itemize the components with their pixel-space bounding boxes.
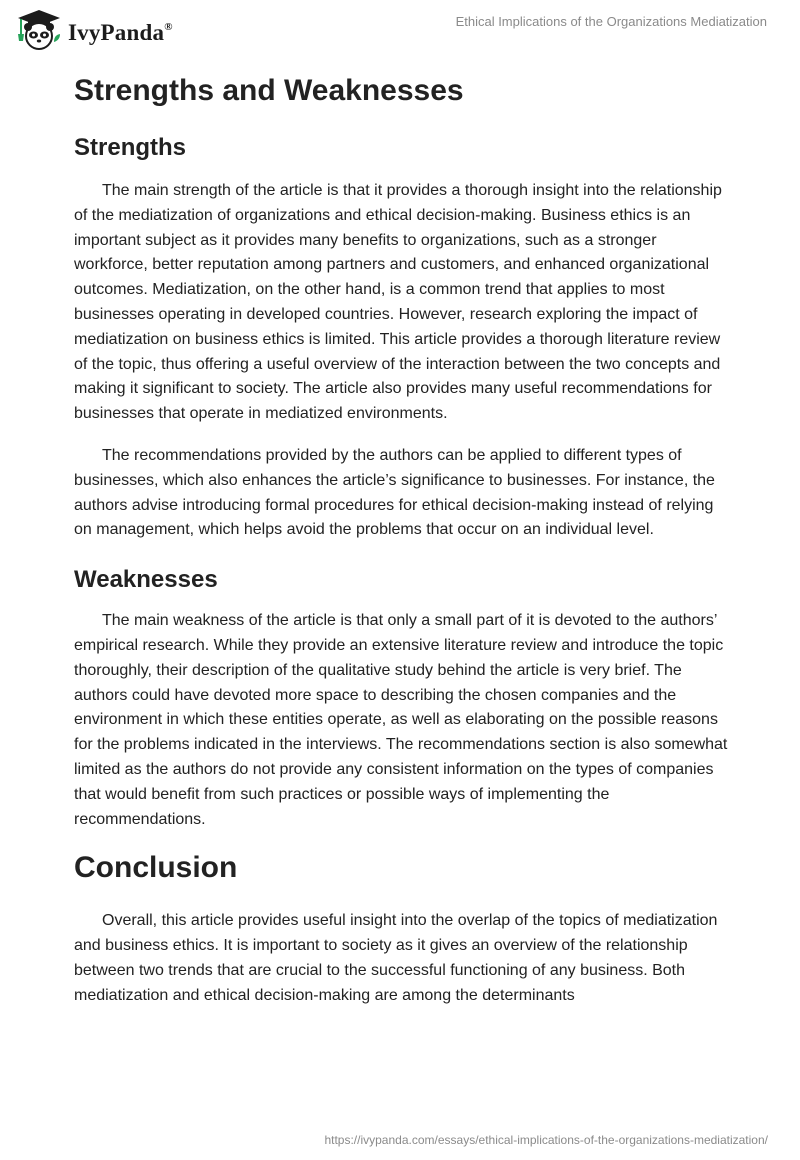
paragraph-strengths-1: The main strength of the article is that it provides a thorough insight into the relationship of the mediatization of organizations and ethical decision-making. Business ethics is an important subject as it provides many benefits to organizations, such as a stronger workforce, better reputation among partners and customers, and enhanced organizational outcomes. Mediatization, on the other hand, is a common trend that applies to most businesses operating in developed countries. However, research exploring the impact of mediatization on business ethics is limited. This article provides a thorough literature review of the topic, thus offering a useful overview of the interaction between the two concepts and making it significant to society. The article also provides many useful recommendations for businesses that operate in mediatized environments. bbox=[74, 182, 722, 423]
heading-conclusion: Conclusion bbox=[74, 851, 238, 885]
paragraph-weaknesses-1: The main weakness of the article is that only a small part of it is devoted to the authors’ empirical research. While they provide an extensive literature review and introduce the topic thoroughly, their description of the qualitative study behind the article is very brief. The authors could have devoted more space to describing the chosen companies and the environment in which these entities operate, as well as elaborating on the possible reasons for the problems indicated in the interviews. The recommendations section is also somewhat limited as the authors do not provide any consistent information on the types of companies that would benefit from such practices or possible ways of implementing the recommendations. bbox=[74, 612, 728, 828]
essay-content bbox=[74, 72, 730, 1009]
heading-strengths: Strengths bbox=[74, 134, 187, 161]
heading-weaknesses: Weaknesses bbox=[74, 566, 218, 594]
heading-strengths-and-weaknesses: Strengths and Weaknesses bbox=[74, 74, 464, 107]
paragraph-strengths-2: The recommendations provided by the authors can be applied to different types of businesses, which also enhances the article’s significance to businesses. For instance, the authors advise introducing formal procedures for ethical decision-making instead of relying on management, which helps avoid the problems that occur on an individual level. bbox=[74, 446, 715, 539]
page-header bbox=[0, 0, 800, 60]
document-title: Ethical Implications of the Organizations Mediatization bbox=[455, 14, 767, 29]
brand-name: IvyPanda® bbox=[68, 19, 173, 45]
paragraph-conclusion-1: Overall, this article provides useful insight into the overlap of the topics of mediatization and business ethics. It is important to society as it gives an overview of the relationship between two trends that are crucial to the successful functioning of any business. Both mediatization and ethical decision-making are among the determinants bbox=[74, 912, 718, 1004]
ivypanda-logo[interactable] bbox=[14, 8, 173, 57]
panda-graduate-icon bbox=[14, 8, 64, 57]
source-url[interactable]: https://ivypanda.com/essays/ethical-implications-of-the-organizations-mediatization/ bbox=[324, 1133, 768, 1147]
